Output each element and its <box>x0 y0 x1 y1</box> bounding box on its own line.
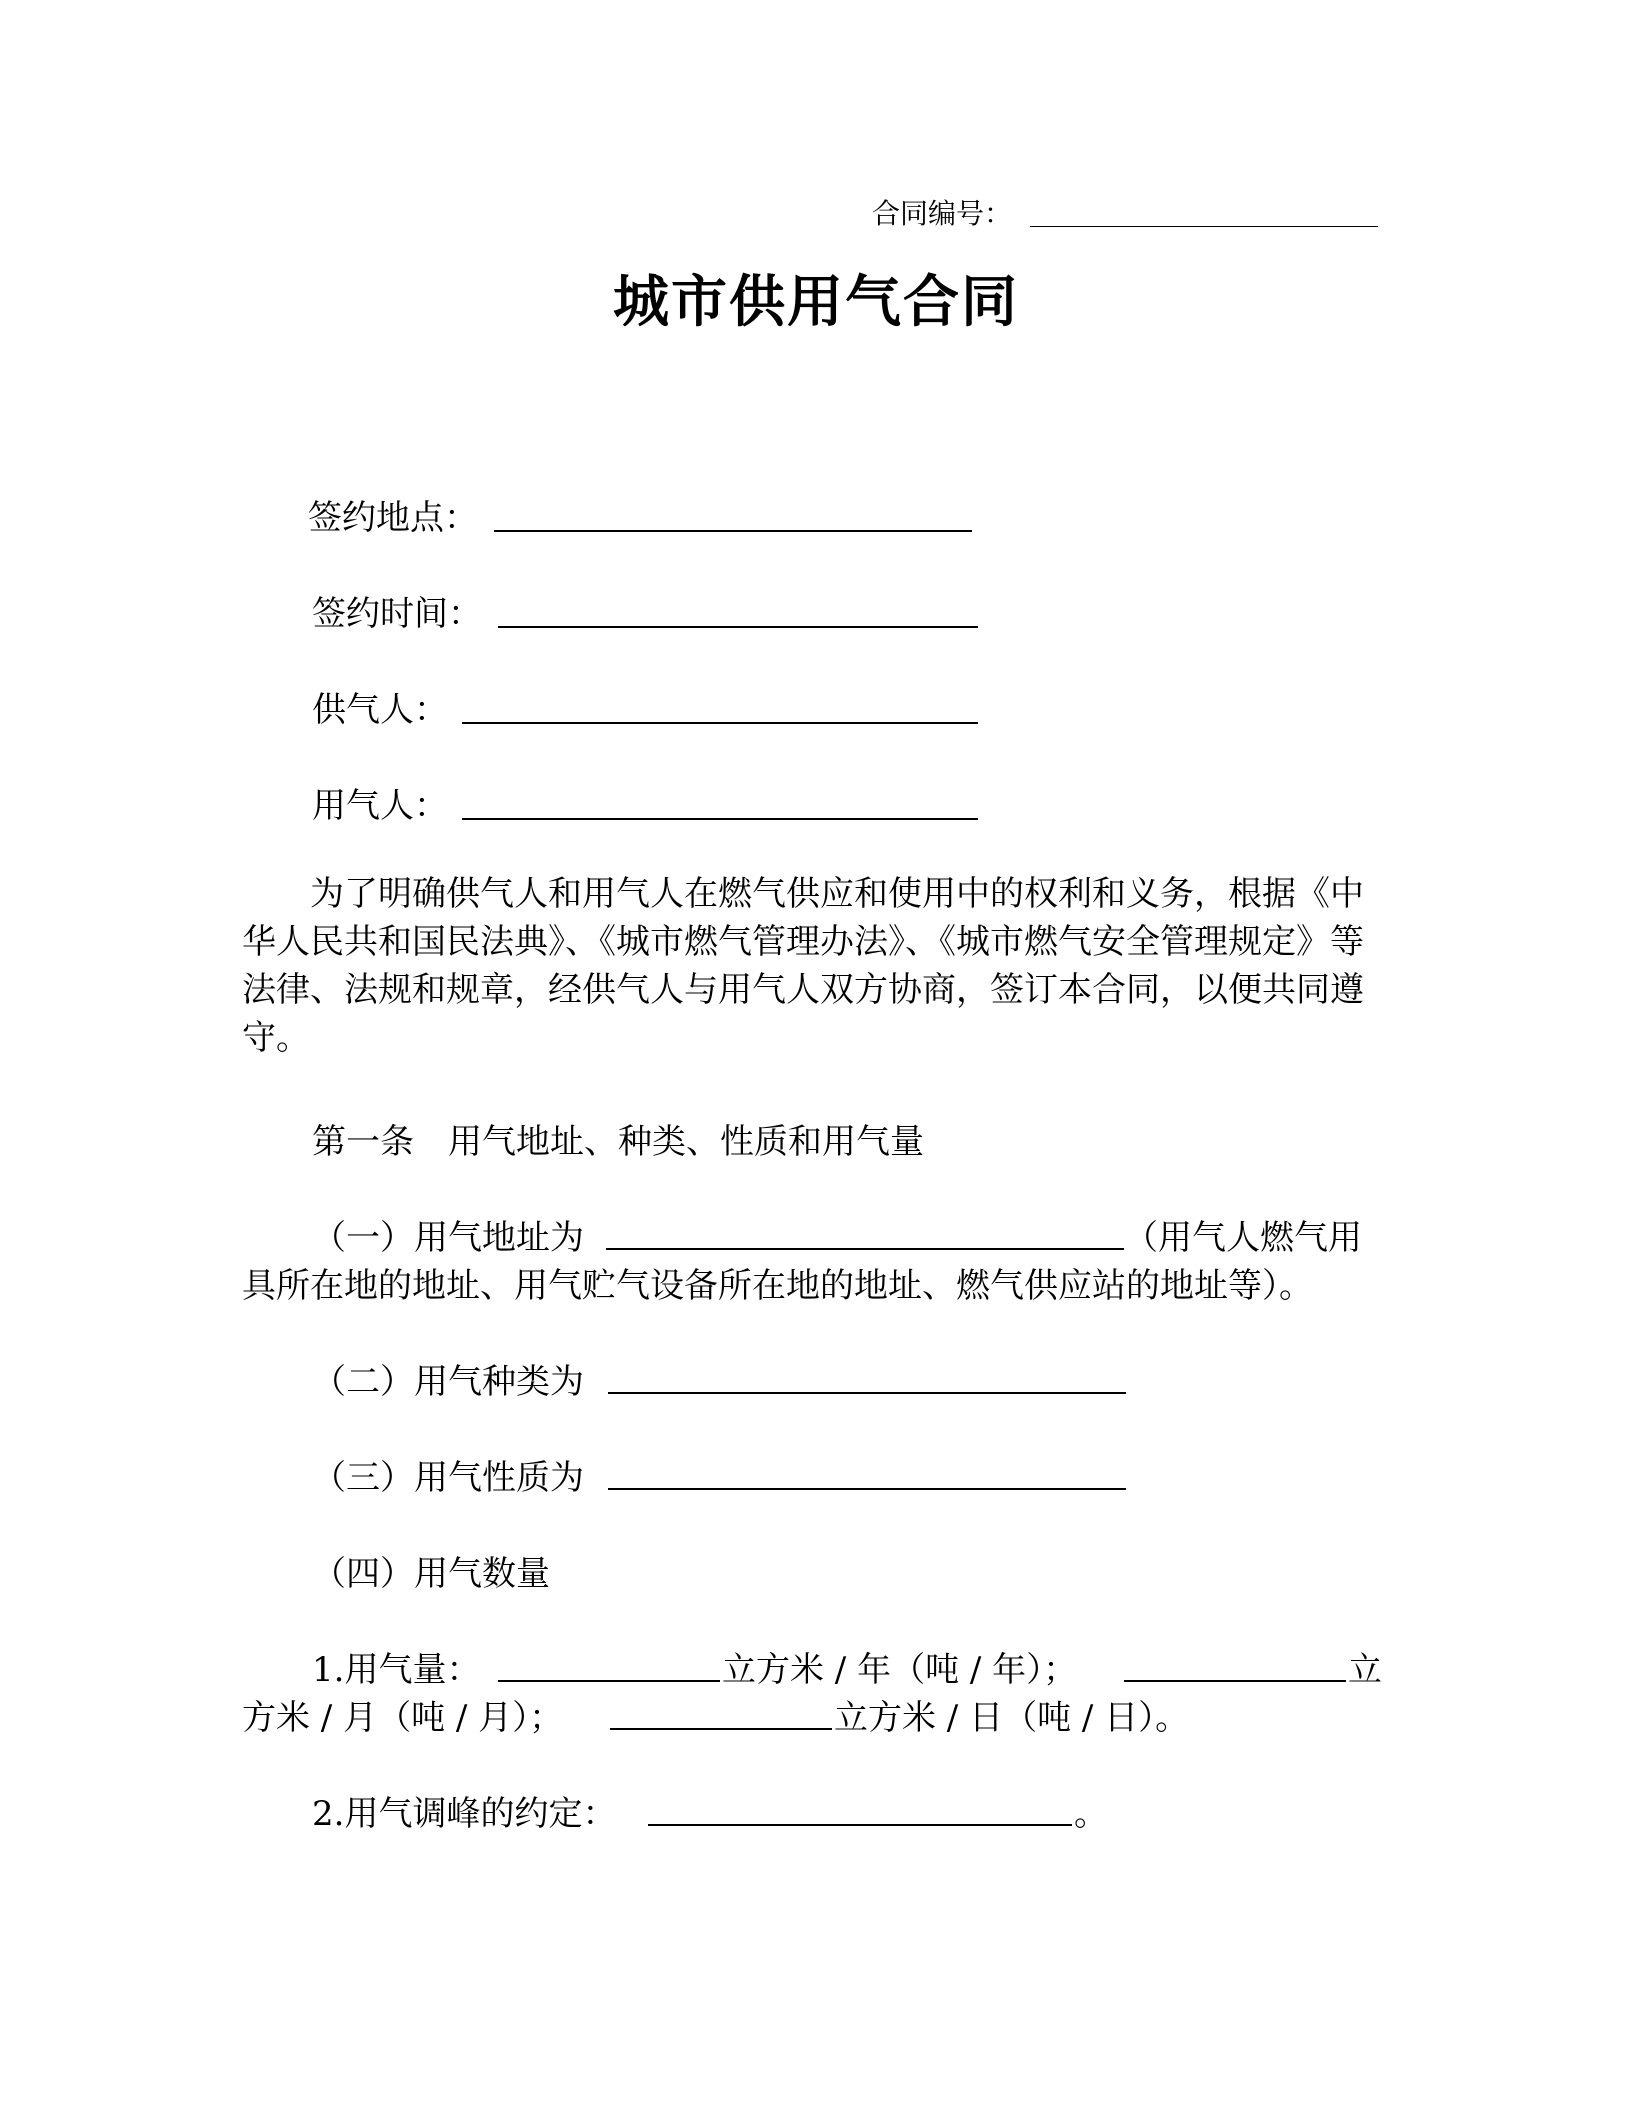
monthly-unit: 方米 / 月（吨 / 月）； <box>242 1698 564 1738</box>
peak-shaving-end: 。 <box>1074 1794 1108 1834</box>
consumer-label: 用气人： <box>312 786 448 826</box>
daily-unit: 立方米 / 日（吨 / 日）。 <box>834 1698 1190 1738</box>
monthly-quantity-blank[interactable] <box>1124 1680 1346 1682</box>
article1-heading: 第一条 用气地址、种类、性质和用气量 <box>312 1122 924 1162</box>
gas-nature-label: （三）用气性质为 <box>312 1458 584 1498</box>
monthly-unit-start: 立 <box>1348 1650 1382 1690</box>
contract-number-blank[interactable] <box>1030 226 1378 227</box>
sign-place-blank[interactable] <box>494 530 972 532</box>
sign-time-label: 签约时间： <box>312 594 482 634</box>
address-note-continued: 具所在地的地址、用气贮气设备所在地的地址、燃气供应站的地址等）。 <box>242 1266 1313 1306</box>
contract-number-label: 合同编号： <box>872 197 1013 230</box>
gas-quantity-heading: （四）用气数量 <box>312 1554 550 1594</box>
page-title: 城市供用气合同 <box>613 270 1019 335</box>
daily-quantity-blank[interactable] <box>610 1728 832 1730</box>
supplier-label: 供气人： <box>312 690 448 730</box>
address-note-start: （用气人燃气用 <box>1124 1218 1362 1258</box>
quantity-label: 1.用气量： <box>312 1650 481 1690</box>
peak-shaving-label: 2.用气调峰的约定： <box>312 1794 617 1834</box>
sign-time-blank[interactable] <box>498 626 978 628</box>
consumer-blank[interactable] <box>462 818 978 820</box>
address-label: （一）用气地址为 <box>312 1218 584 1258</box>
yearly-unit: 立方米 / 年（吨 / 年）； <box>722 1650 1078 1690</box>
gas-type-label: （二）用气种类为 <box>312 1362 584 1402</box>
preamble-paragraph: 为了明确供气人和用气人在燃气供应和使用中的权利和义务，根据《中华人民共和国民法典》、《城市燃气管理办法》、《城市燃气安全管理规定》等法律、法规和规章，经供气人与用气人双方协商，签订本合同，以便共同遵守。 <box>242 874 1364 1058</box>
yearly-quantity-blank[interactable] <box>498 1680 720 1682</box>
address-blank[interactable] <box>606 1248 1124 1250</box>
gas-nature-blank[interactable] <box>608 1488 1126 1490</box>
peak-shaving-blank[interactable] <box>648 1824 1072 1826</box>
supplier-blank[interactable] <box>462 722 978 724</box>
gas-type-blank[interactable] <box>608 1392 1126 1394</box>
sign-place-label: 签约地点： <box>308 498 478 538</box>
